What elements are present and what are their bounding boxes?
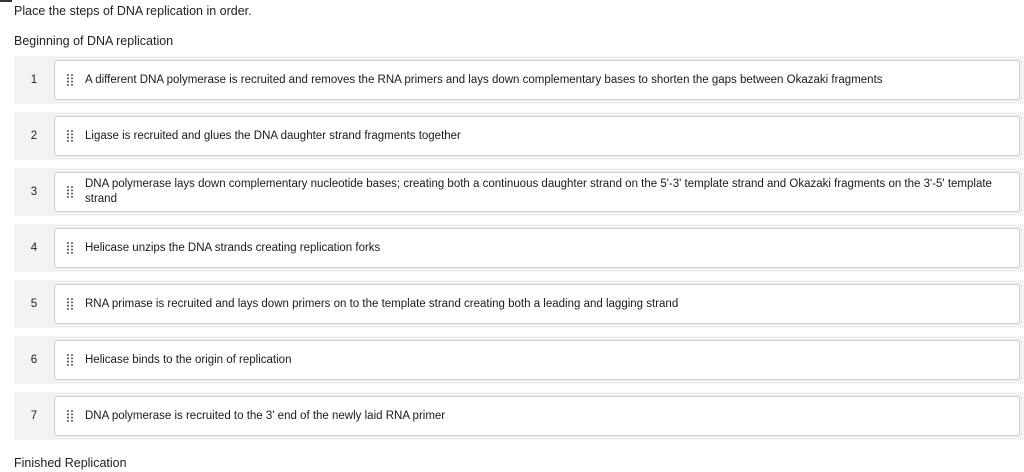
- step-text: Ligase is recruited and glues the DNA daughter strand fragments together: [85, 129, 461, 142]
- step-row: [14, 392, 1024, 440]
- step-row: [14, 168, 1024, 216]
- step-number: 7: [30, 410, 38, 422]
- ordering-list: [14, 56, 1024, 448]
- drag-handle-icon[interactable]: [55, 117, 85, 155]
- draggable-step-card[interactable]: [54, 172, 1020, 212]
- step-number: 3: [30, 186, 38, 198]
- drag-handle-icon[interactable]: [55, 229, 85, 267]
- step-text: Helicase unzips the DNA strands creating replication forks: [85, 241, 381, 254]
- step-number: 4: [30, 242, 38, 254]
- step-row: [14, 56, 1024, 104]
- drag-handle-icon[interactable]: [55, 61, 85, 99]
- step-text: Helicase binds to the origin of replication: [85, 353, 292, 366]
- step-row: [14, 336, 1024, 384]
- draggable-step-card[interactable]: [54, 60, 1020, 100]
- drag-handle-icon[interactable]: [55, 341, 85, 379]
- step-row: [14, 280, 1024, 328]
- draggable-step-card[interactable]: [54, 284, 1020, 324]
- draggable-step-card[interactable]: [54, 340, 1020, 380]
- step-row: [14, 224, 1024, 272]
- step-number: 2: [30, 130, 38, 142]
- question-prompt: Place the steps of DNA replication in order.: [14, 4, 252, 18]
- draggable-step-card[interactable]: [54, 116, 1020, 156]
- draggable-step-card[interactable]: [54, 396, 1020, 436]
- drag-handle-icon[interactable]: [55, 285, 85, 323]
- step-text: RNA primase is recruited and lays down primers on to the template strand creating both a leading and lagging strand: [85, 297, 679, 310]
- start-label: Beginning of DNA replication: [14, 34, 174, 48]
- step-text: DNA polymerase lays down complementary nucleotide bases; creating both a continuous daughter strand on the 5'-3' template strand and Okazaki fragments on the 3'-5' template strand: [85, 178, 992, 205]
- step-text: A different DNA polymerase is recruited and removes the RNA primers and lays down complementary bases to shorten the gaps between Okazaki fragments: [85, 73, 883, 86]
- corner-mark: [0, 0, 12, 2]
- step-number: 1: [30, 74, 38, 86]
- drag-handle-icon[interactable]: [55, 173, 85, 211]
- step-number: 5: [30, 298, 38, 310]
- step-number: 6: [30, 354, 38, 366]
- drag-handle-icon[interactable]: [55, 397, 85, 435]
- end-label: Finished Replication: [14, 456, 127, 470]
- step-row: [14, 112, 1024, 160]
- step-text: DNA polymerase is recruited to the 3' end of the newly laid RNA primer: [85, 409, 446, 422]
- draggable-step-card[interactable]: [54, 228, 1020, 268]
